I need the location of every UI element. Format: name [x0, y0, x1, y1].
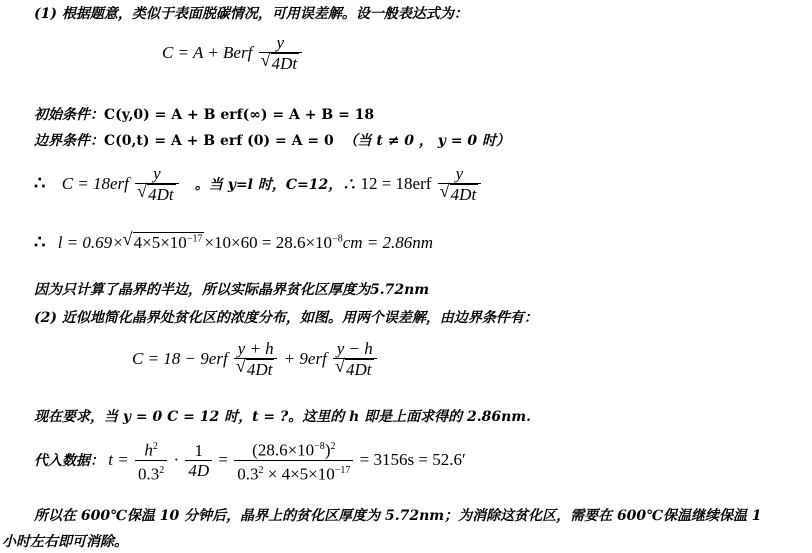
- fraction-y-plus-h: [234, 340, 278, 380]
- two-erf-expression: [132, 340, 379, 380]
- sqrt-4x5x10: √ $4\times 5\times 10^{-17}$: [133, 232, 205, 253]
- initial-text: C(y,0) = A + B erf(∞) = A + B = 18: [104, 107, 375, 123]
- l-rest: ×10×60 = 28.6×10: [204, 233, 333, 252]
- sqrt-4dt: √ 4Dt: [345, 359, 374, 380]
- sqrt-4dt: √ 4Dt: [246, 359, 275, 380]
- numerator: y: [153, 164, 161, 183]
- dot: ·: [173, 450, 180, 470]
- sqrt-4dt: √ 4Dt: [271, 53, 300, 74]
- eq12-fraction: [438, 165, 482, 205]
- c18-fraction: [135, 165, 179, 205]
- numerator: y: [276, 33, 285, 52]
- numerator: y − h: [336, 339, 373, 358]
- l-rest-exp: −8: [332, 233, 343, 245]
- sqrt-4dt: √ 4Dt: [450, 184, 479, 205]
- eq-lhs: C = A + Berf: [162, 42, 253, 62]
- one-over-4d: $\frac{1}{4D}$: [185, 442, 212, 481]
- numeric-fraction: $\frac{(28.6\times 10^{-8})^2}{0.3^2 \times 4\times 5\times 10^{-17}}$: [234, 438, 353, 484]
- therefore-symbol: ∴: [34, 172, 46, 193]
- fraction-y-over-sqrt4dt: [259, 34, 303, 74]
- plus-9erf: + 9erf: [283, 348, 327, 368]
- t-lhs: t =: [108, 450, 129, 470]
- l-expression: [34, 232, 433, 253]
- when-text: 。当 y=l 时，C=12，∴: [194, 176, 357, 193]
- substitution-expression: [34, 438, 466, 484]
- c18-expression: [34, 165, 483, 205]
- boundary-note: （当 t ≠ 0 ， y = 0 时）: [343, 133, 511, 149]
- conclusion-line-2: 小时左右即可消除。: [2, 534, 128, 550]
- h2-over-03sq: $\frac{h^2}{0.3^2}$: [135, 438, 167, 484]
- c18-lhs: C = 18erf: [61, 173, 129, 193]
- equals: =: [218, 450, 228, 470]
- part2-heading: (2) 近似地简化晶界处贫化区的浓度分布，如图。用两个误差解，由边界条件有：: [34, 310, 538, 326]
- substitution-label: 代入数据：: [34, 453, 104, 470]
- boundary-condition: [34, 130, 510, 150]
- two-erf-lhs: C = 18 − 9erf: [132, 348, 228, 368]
- l-lhs: l = 0.69×: [57, 233, 124, 252]
- part1-heading: (1) 根据题意，类似于表面脱碳情况，可用误差解。设一般表达式为：: [34, 6, 468, 22]
- initial-label: 初始条件：: [34, 107, 104, 123]
- half-note: 因为只计算了晶界的半边，所以实际晶界贫化区厚度为5.72nm: [34, 282, 430, 298]
- result: = 3156s = 52.6′: [359, 450, 466, 470]
- boundary-label: 边界条件：: [34, 133, 104, 149]
- therefore-symbol: ∴: [34, 232, 46, 252]
- boundary-text: C(0,t) = A + B erf (0) = A = 0: [104, 133, 334, 149]
- numerator: y + h: [237, 339, 274, 358]
- sqrt-4dt: √ 4Dt: [147, 184, 176, 205]
- l-unit: cm = 2.86nm: [342, 233, 434, 252]
- general-expression: [162, 34, 304, 74]
- fraction-y-minus-h: [333, 340, 377, 380]
- eq12-lhs: 12 = 18erf: [360, 173, 432, 193]
- conclusion-line-1: 所以在 600℃保温 10 分钟后，晶界上的贫化区厚度为 5.72nm；为消除这贫化区，需要在 600℃保温继续保温 1: [34, 508, 762, 524]
- requirement-text: 现在要求，当 y = 0 C = 12 时，t = ?。这里的 h 即是上面求得的 2.86nm.: [34, 409, 531, 425]
- initial-condition: [34, 104, 374, 124]
- numerator: y: [455, 164, 464, 183]
